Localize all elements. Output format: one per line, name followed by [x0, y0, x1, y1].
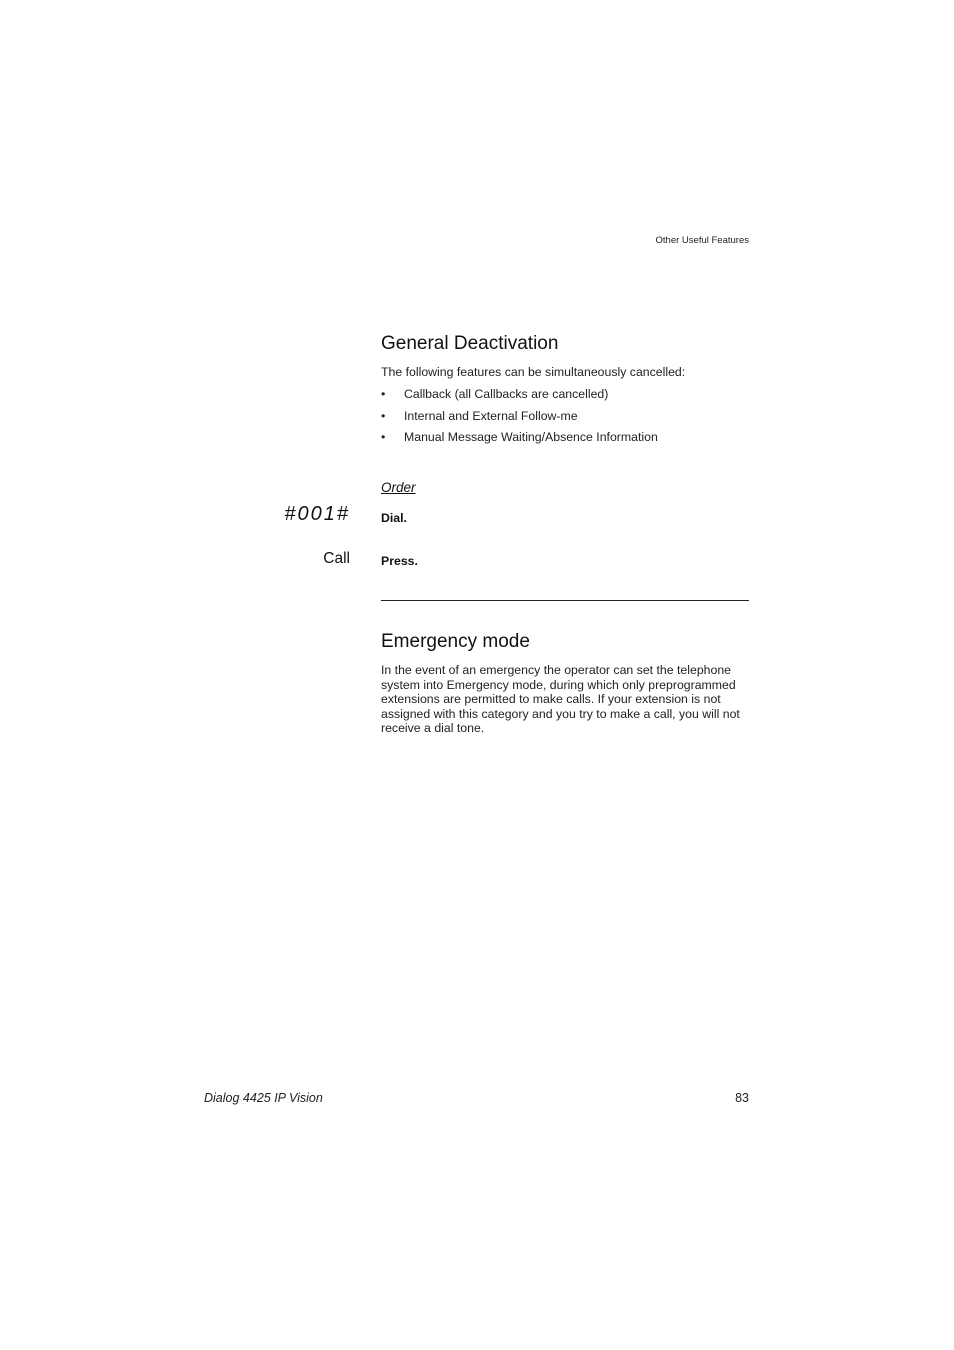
running-header: Other Useful Features	[655, 235, 749, 246]
intro-text: The following features can be simultaneously cancelled:	[381, 365, 686, 379]
bullet-icon: •	[381, 430, 386, 444]
list-item: • Callback (all Callbacks are cancelled)	[381, 387, 609, 401]
feature-list	[381, 387, 761, 452]
bullet-icon: •	[381, 387, 386, 401]
order-label: Order	[381, 480, 416, 495]
dial-code: #001#	[284, 503, 350, 525]
step-instruction-press: Press.	[381, 554, 418, 568]
page-number: 83	[735, 1091, 749, 1105]
list-item: • Internal and External Follow-me	[381, 408, 578, 423]
call-key-label: Call	[323, 550, 350, 567]
list-item: • Manual Message Waiting/Absence Information	[381, 430, 658, 444]
emergency-paragraph: In the event of an emergency the operator can set the telephone system into Emergency mode, during which only preprogrammed extensions are permitted to make calls. If your extension is not assigned with this category and you try to make a call, you will not receive a dial tone.	[381, 663, 740, 736]
section-title-general-deactivation: General Deactivation	[381, 333, 559, 354]
step-instruction-dial: Dial.	[381, 511, 407, 525]
section-title-emergency-mode: Emergency mode	[381, 631, 530, 652]
bullet-icon: •	[381, 408, 386, 423]
footer-product-name: Dialog 4425 IP Vision	[204, 1091, 323, 1105]
section-divider	[381, 600, 749, 601]
